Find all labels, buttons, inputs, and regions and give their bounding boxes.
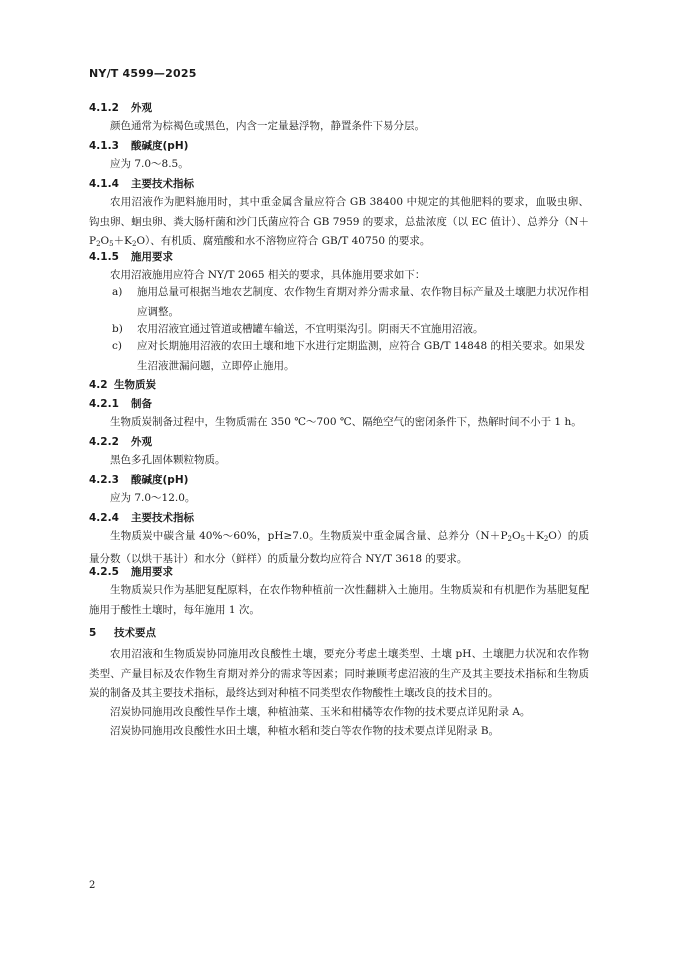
section-number: 4.1.5 [89,251,119,263]
list-item [112,337,590,376]
standard-code: NY/T 4599—2025 [89,67,197,80]
section-title: 外观 [131,436,152,448]
text-run: 农用沼液作为肥料施用时，其中重金属含量应符合 GB 38400 中规定的其他肥料的要求，血吸虫卵、钩虫卵、蛔虫卵、粪大肠杆菌和沙门氏菌应符合 GB 7959 的要求，总盐浓度（以 EC 值计）、总养分（N＋P [89,196,589,247]
subscript: 2 [131,240,137,248]
section-number: 4.1.4 [89,178,119,190]
list-item [112,283,590,322]
list-marker: b) [112,323,123,335]
paragraph-4-1-3: 应为 7.0～8.5。 [110,158,189,170]
paragraph-5-3: 沼炭协同施用改良酸性水田土壤，种植水稻和茭白等农作物的技术要点详见附录 B。 [110,725,500,737]
section-heading-4-2-1 [89,396,152,412]
subscript: 2 [543,535,549,543]
text-run: O）、有机质、腐殖酸和水不溶物应符合 GB/T 40750 的要求。 [136,235,431,247]
paragraph-4-1-2: 颜色通常为棕褐色或黑色，内含一定量悬浮物，静置条件下易分层。 [110,120,425,132]
section-heading-4-1-3 [89,138,188,154]
section-heading-4-2 [89,377,156,393]
section-title: 技术要点 [114,627,156,639]
section-number: 4.2.4 [89,512,119,524]
text-run: 生物质炭中碳含量 40%～60%，pH≥7.0。生物质炭中重金属含量、总养分（N＋P [110,530,508,542]
paragraph-4-2-5: 生物质炭只作为基肥复配原料，在农作物种植前一次性翻耕入土施用。生物质炭和有机肥作为基肥复配施用于酸性土壤时，每年施用 1 次。 [89,584,589,616]
section-heading-4-2-3 [89,472,188,488]
paragraph-4-2-4 [89,527,589,569]
section-title: 酸碱度(pH) [131,474,189,486]
list-marker: c) [112,340,122,352]
section-heading-4-2-4 [89,510,194,526]
text-run: O [512,530,521,542]
paragraph-4-2-1: 生物质炭制备过程中，生物质需在 350 ℃～700 ℃、隔绝空气的密闭条件下，热解时间不小于 1 h。 [110,416,582,428]
section-title: 施用要求 [131,251,173,263]
paragraph-4-1-5-intro: 农用沼液施用应符合 NY/T 2065 相关的要求，具体施用要求如下： [110,269,426,281]
subscript: 5 [109,240,114,248]
subscript: 2 [507,535,512,543]
section-number: 4.1.2 [89,102,119,114]
section-heading-5 [89,625,156,641]
section-number: 4.2.3 [89,474,119,486]
paragraph-4-2-2: 黑色多孔固体颗粒物质。 [110,454,226,466]
section-number: 4.2.5 [89,566,119,578]
section-title: 酸碱度(pH) [131,140,189,152]
text-run: O）的质量分数（以烘干基计）和水分（鲜样）的质量分数均应符合 NY/T 3618 的要求。 [89,530,590,565]
section-title: 主要技术指标 [131,512,194,524]
text-run: O [100,235,110,247]
paragraph-4-1-4 [89,193,589,255]
subscript: 5 [520,535,526,543]
text-run: ＋K [113,235,132,247]
section-heading-4-1-5 [89,249,173,265]
section-title: 生物质炭 [114,379,156,391]
list-item-text: 农用沼液宜通过管道或槽罐车输送，不宜明渠沟引。阴雨天不宜施用沼液。 [137,323,484,335]
subscript: 2 [96,240,101,248]
section-heading-4-1-2 [89,100,152,116]
section-title: 制备 [131,398,152,410]
section-heading-4-2-5 [89,564,173,580]
section-title: 主要技术指标 [131,178,194,190]
paragraph-5-1: 农用沼液和生物质炭协同施用改良酸性土壤，要充分考虑土壤类型、土壤 pH、土壤肥力状况和农作物类型、产量目标及农作物生育期对养分的需求等因素；同时兼顾考虑沼液的生产及其主要技术指标和生物质炭的制备及其主要技术指标，最终达到对种植不同类型农作物酸性土壤改良的技术目的。 [89,648,589,699]
page-number: 2 [89,880,96,891]
section-title: 施用要求 [131,566,173,578]
paragraph-5-2: 沼炭协同施用改良酸性旱作土壤，种植油菜、玉米和柑橘等农作物的技术要点详见附录 A。 [110,706,531,718]
paragraph-4-2-3: 应为 7.0～12.0。 [110,492,196,504]
text-run: ＋K [525,530,544,542]
list-marker: a) [112,286,123,298]
section-heading-4-2-2 [89,434,152,450]
section-number: 4.2 [89,379,108,391]
section-number: 4.2.1 [89,398,119,410]
list-item-text: 施用总量可根据当地农艺制度、农作物生育期对养分需求量、农作物目标产量及土壤肥力状况作相应调整。 [137,286,589,318]
section-number: 4.1.3 [89,140,119,152]
list-item-text: 应对长期施用沼液的农田土壤和地下水进行定期监测，应符合 GB/T 14848 的相关要求。如果发生沼液泄漏问题，立即停止施用。 [137,340,586,372]
section-heading-4-1-4 [89,176,194,192]
section-number: 5 [89,627,97,639]
section-number: 4.2.2 [89,436,119,448]
section-title: 外观 [131,102,152,114]
